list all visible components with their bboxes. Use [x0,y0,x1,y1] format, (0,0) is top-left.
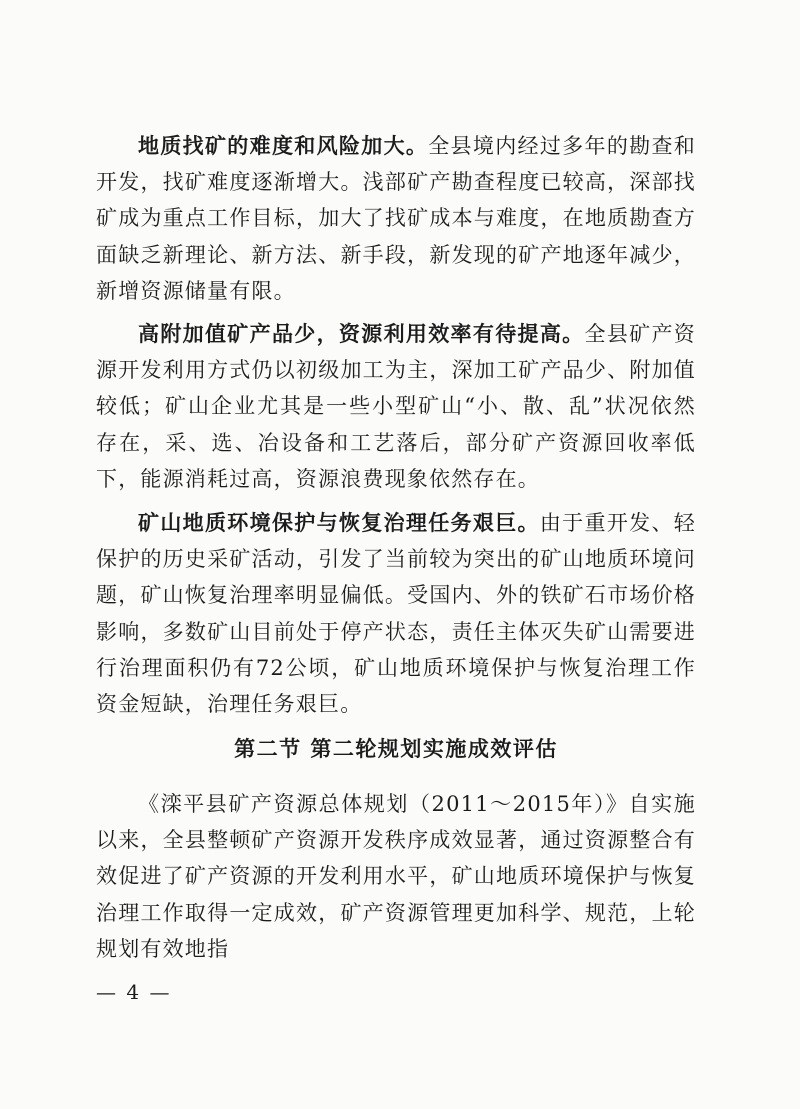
page-number: — 4 — [96,980,172,1004]
paragraph-lead: 高附加值矿产品少，资源利用效率有待提高。 [138,321,585,346]
paragraph-body: 全县矿产资源开发利用方式仍以初级加工为主，深加工矿产品少、附加值较低；矿山企业尤其是一些小型矿山“小、散、乱”状况依然存在，采、选、冶设备和工艺落后，部分矿产资源回收率低下，能源消耗过高，资源浪费现象依然存在。 [96,322,696,491]
paragraph-body: 由于重开发、轻保护的历史采矿活动，引发了当前较为突出的矿山地质环境问题，矿山恢复治理率明显偏低。受国内、外的铁矿石市场价格影响，多数矿山目前处于停产状态，责任主体灭失矿山需要进行治理面积仍有72公顷，矿山地质环境保护与恢复治理工作资金短缺，治理任务艰巨。 [96,511,696,717]
paragraph-lead: 地质找矿的难度和风险加大。 [138,133,429,158]
section-heading: 第二节 第二轮规划实施成效评估 [234,736,558,761]
paragraph-environment-restoration [96,505,696,722]
paragraph-lead: 矿山地质环境保护与恢复治理任务艰巨。 [138,510,540,535]
paragraph-geology-exploration [96,128,696,309]
paragraph-value-added-products [96,316,696,497]
paragraph-planning-evaluation: 《滦平县矿产资源总体规划（2011～2015年）》自实施以来，全县整顿矿产资源开发秩序成效显著，通过资源整合有效促进了矿产资源的开发利用水平，矿山地质环境保护与恢复治理工作取得一定成效，矿产资源管理更加科学、规范，上轮规划有效地指 [96,792,696,961]
paragraph-body: 全县境内经过多年的勘查和开发，找矿难度逐渐增大。浅部矿产勘查程度已较高，深部找矿成为重点工作目标，加大了找矿成本与难度，在地质勘查方面缺乏新理论、新方法、新手段，新发现的矿产地逐年减少，新增资源储量有限。 [96,134,696,303]
